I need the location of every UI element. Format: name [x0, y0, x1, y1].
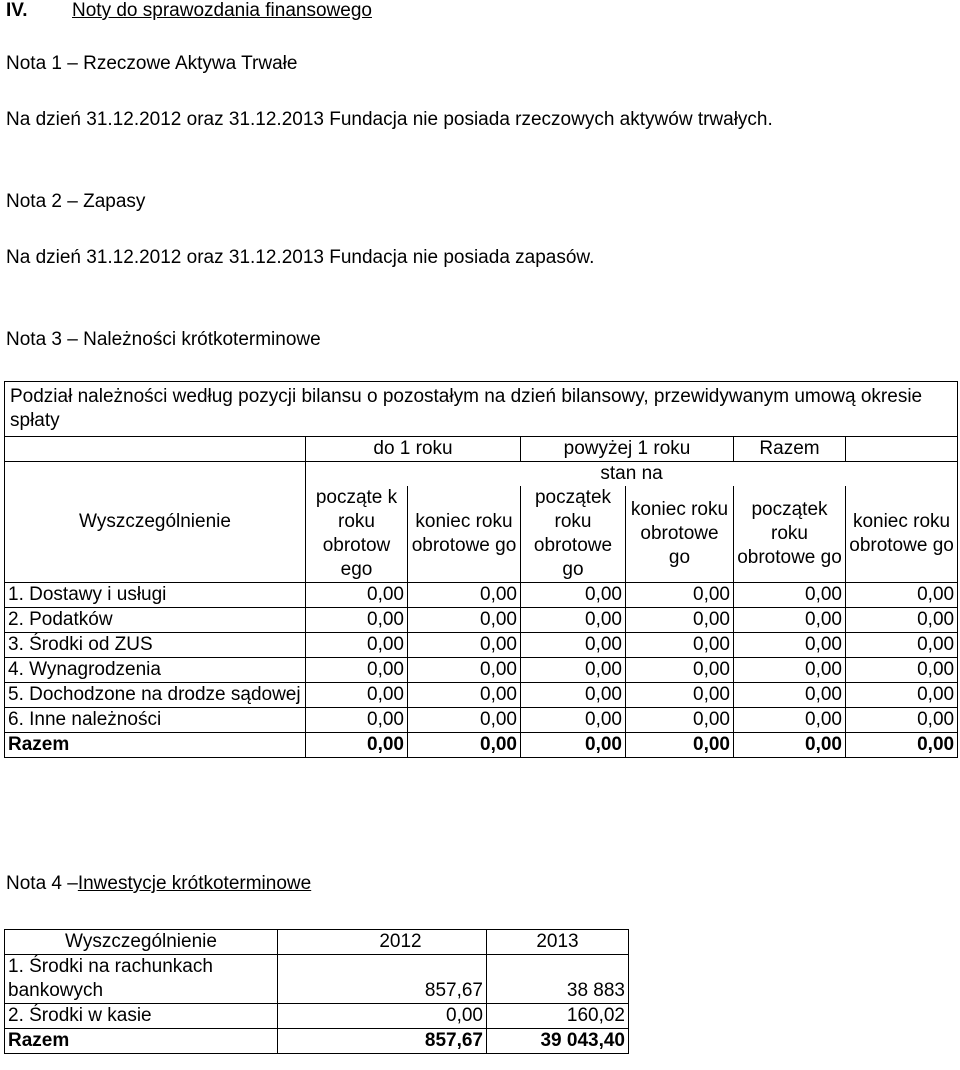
note3-row-label: 6. Inne należności: [5, 708, 306, 733]
note3-subheader: koniec roku obrotowe go: [408, 486, 521, 583]
note4-row-value: 857,67: [278, 955, 487, 1004]
note3-row-value: 0,00: [626, 583, 734, 608]
note4-row-value: 38 883: [487, 955, 629, 1004]
note3-blank-cell: [5, 437, 306, 462]
note3-total-value: 0,00: [306, 733, 408, 758]
note3-total-value: 0,00: [521, 733, 626, 758]
note4-title-prefix: Nota 4 –: [6, 873, 78, 894]
note3-row-label: 3. Środki od ZUS: [5, 633, 306, 658]
note3-row-value: 0,00: [521, 608, 626, 633]
note4-title-rest: Inwestycje krótkoterminowe: [77, 873, 312, 894]
note3-row-value: 0,00: [521, 708, 626, 733]
note3-row-value: 0,00: [521, 633, 626, 658]
note4-total-value: 857,67: [278, 1029, 487, 1054]
note2-text: Na dzień 31.12.2012 oraz 31.12.2013 Fundacja nie posiada zapasów.: [6, 247, 595, 268]
note3-row-value: 0,00: [626, 633, 734, 658]
note4-row-label: 2. Środki w kasie: [5, 1004, 278, 1029]
note3-total-value: 0,00: [734, 733, 846, 758]
note3-row-label: 1. Dostawy i usługi: [5, 583, 306, 608]
note3-row-value: 0,00: [521, 658, 626, 683]
note3-table: [4, 381, 958, 758]
note3-row-value: 0,00: [306, 658, 408, 683]
note3-row-label: 4. Wynagrodzenia: [5, 658, 306, 683]
note3-group-header: powyżej 1 roku: [521, 437, 734, 462]
note3-row-label: 2. Podatków: [5, 608, 306, 633]
section-number: IV.: [6, 0, 28, 21]
note3-row-value: 0,00: [626, 658, 734, 683]
note3-row-value: 0,00: [408, 683, 521, 708]
note3-row-label: 5. Dochodzone na drodze sądowej: [5, 683, 306, 708]
note4-title: [6, 873, 311, 895]
note3-subheader: początek roku obrotowe go: [521, 486, 626, 583]
note3-row-value: 0,00: [846, 708, 958, 733]
note3-row-value: 0,00: [306, 633, 408, 658]
section-title: Noty do sprawozdania finansowego: [72, 0, 372, 21]
table-row: [5, 708, 958, 733]
note3-row-value: 0,00: [734, 683, 846, 708]
note3-row-value: 0,00: [846, 658, 958, 683]
note3-row-value: 0,00: [734, 583, 846, 608]
note1-text: Na dzień 31.12.2012 oraz 31.12.2013 Fundacja nie posiada rzeczowych aktywów trwałych.: [6, 109, 773, 130]
note3-subheader: koniec roku obrotowe go: [626, 486, 734, 583]
note3-group-header: do 1 roku: [306, 437, 521, 462]
note4-table: [4, 929, 629, 1054]
note3-stan-na: stan na: [306, 462, 958, 487]
note3-blank-cell: [846, 437, 958, 462]
note3-row-value: 0,00: [846, 608, 958, 633]
note3-row-value: 0,00: [734, 708, 846, 733]
note3-row-value: 0,00: [306, 608, 408, 633]
note3-row-value: 0,00: [626, 708, 734, 733]
note3-total-label: Razem: [5, 733, 306, 758]
note3-subheader: począte k roku obrotow ego: [306, 486, 408, 583]
table-row: [5, 658, 958, 683]
note3-title: Nota 3 – Należności krótkoterminowe: [6, 329, 321, 350]
note3-total-value: 0,00: [846, 733, 958, 758]
note4-header: Wyszczególnienie: [5, 930, 278, 955]
note3-row-value: 0,00: [734, 608, 846, 633]
table-row: [5, 633, 958, 658]
note3-row-value: 0,00: [734, 658, 846, 683]
note3-row-value: 0,00: [846, 583, 958, 608]
note1-title: Nota 1 – Rzeczowe Aktywa Trwałe: [6, 53, 298, 74]
note3-row-value: 0,00: [626, 683, 734, 708]
note3-subheader: koniec roku obrotowe go: [846, 486, 958, 583]
table-row: [5, 583, 958, 608]
note2-title: Nota 2 – Zapasy: [6, 191, 146, 212]
note4-total-value: 39 043,40: [487, 1029, 629, 1054]
note3-row-value: 0,00: [408, 583, 521, 608]
note4-header: 2012: [278, 930, 487, 955]
note4-row-value: 160,02: [487, 1004, 629, 1029]
note4-total-label: Razem: [5, 1029, 278, 1054]
note3-row-value: 0,00: [846, 683, 958, 708]
note4-row-value: 0,00: [278, 1004, 487, 1029]
table-row: [5, 683, 958, 708]
note3-row-header: Wyszczególnienie: [5, 462, 306, 583]
note3-row-value: 0,00: [408, 708, 521, 733]
note3-row-value: 0,00: [734, 633, 846, 658]
note3-group-header: Razem: [734, 437, 846, 462]
note3-row-value: 0,00: [626, 608, 734, 633]
note3-total-value: 0,00: [626, 733, 734, 758]
note3-caption: Podział należności według pozycji bilansu o pozostałym na dzień bilansowy, przewidywanym umową okresie spłaty: [5, 382, 958, 437]
note3-row-value: 0,00: [408, 608, 521, 633]
note3-row-value: 0,00: [306, 583, 408, 608]
note3-row-value: 0,00: [521, 683, 626, 708]
table-row: [5, 608, 958, 633]
note4-header: 2013: [487, 930, 629, 955]
note3-row-value: 0,00: [408, 658, 521, 683]
note3-row-value: 0,00: [306, 683, 408, 708]
note4-row-label: 1. Środki na rachunkach bankowych: [5, 955, 278, 1004]
note3-row-value: 0,00: [521, 583, 626, 608]
note3-row-value: 0,00: [306, 708, 408, 733]
note3-total-value: 0,00: [408, 733, 521, 758]
note3-row-value: 0,00: [408, 633, 521, 658]
note3-subheader: początek roku obrotowe go: [734, 486, 846, 583]
note3-row-value: 0,00: [846, 633, 958, 658]
